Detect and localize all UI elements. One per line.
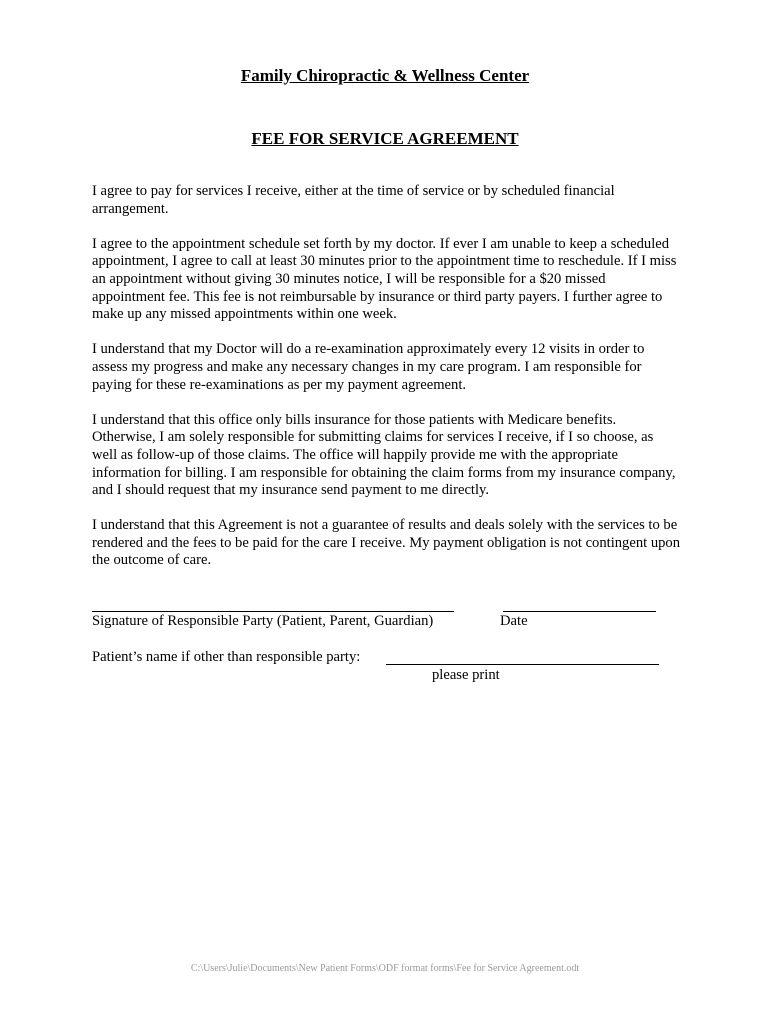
- signature-label: Signature of Responsible Party (Patient, Parent, Guardian): [92, 613, 434, 629]
- paragraph-appointments: I agree to the appointment schedule set forth by my doctor. If ever I am unable to keep a scheduled appointment, I agree to call at least 30 minutes prior to the appointment time to reschedule. If I miss an appointment without giving 30 minutes notice, I will be responsible for a $20 missed appointment fee. This fee is not reimbursable by insurance or third party payers. I further agree to make up any missed appointments within one week.: [92, 235, 677, 323]
- agreement-body: [92, 183, 682, 588]
- document-title: FEE FOR SERVICE AGREEMENT: [251, 129, 519, 148]
- paragraph-payment: I agree to pay for services I receive, either at the time of service or by scheduled financial arrangement.: [92, 183, 615, 217]
- patient-name-label: Patient’s name if other than responsible party:: [92, 649, 361, 665]
- patient-name-line[interactable]: [386, 664, 659, 665]
- date-label: Date: [500, 613, 528, 629]
- paragraph-insurance: I understand that this office only bills insurance for those patients with Medicare benefits. Otherwise, I am solely responsible for submitting claims for services I receive, if I so choose, as well as follow-up of those claims. The office will happily provide me with the appropriate information for billing. I am responsible for obtaining the claim forms from my insurance company, and I should request that my insurance send payment to me directly.: [92, 411, 676, 499]
- signature-line[interactable]: [92, 611, 454, 612]
- paragraph-reexamination: I understand that my Doctor will do a re-examination approximately every 12 visits in order to assess my progress and make any necessary changes in my care program. I am responsible for paying for these re-examinations as per my payment agreement.: [92, 341, 645, 393]
- organization-title: Family Chiropractic & Wellness Center: [240, 66, 530, 85]
- date-line[interactable]: [503, 611, 656, 612]
- please-print-label: please print: [432, 667, 500, 683]
- file-path-footer: C:\Users\Julie\Documents\New Patient Forms\ODF format forms\Fee for Service Agreement.odt: [190, 963, 580, 974]
- paragraph-guarantee: I understand that this Agreement is not a guarantee of results and deals solely with the services to be rendered and the fees to be paid for the care I receive. My payment obligation is not contingent upon the outcome of care.: [92, 517, 681, 569]
